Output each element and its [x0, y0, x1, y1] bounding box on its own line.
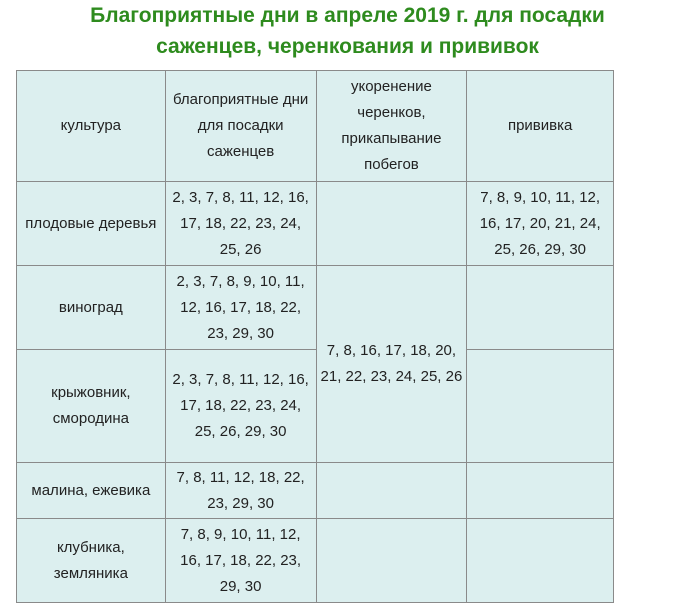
table-row [17, 463, 614, 519]
cell-culture: клубника, земляника [17, 519, 166, 603]
table-row [17, 519, 614, 603]
cell-culture: виноград [17, 266, 166, 350]
table-row [17, 266, 614, 350]
page-title-line-2: саженцев, черенкования и прививок [156, 35, 539, 58]
table-row [17, 350, 614, 463]
favorable-days-table [16, 70, 614, 603]
header-rooting: укоренение черенков, прикапывание побегов [316, 71, 467, 182]
table-header-row [17, 71, 614, 182]
header-culture: культура [17, 71, 166, 182]
cell-rooting-merged: 7, 8, 16, 17, 18, 20, 21, 22, 23, 24, 25, 26 [316, 266, 467, 463]
cell-rooting [316, 463, 467, 519]
cell-grafting: 7, 8, 9, 10, 11, 12, 16, 17, 20, 21, 24, 25, 26, 29, 30 [467, 182, 614, 266]
cell-grafting [467, 266, 614, 350]
cell-planting: 2, 3, 7, 8, 11, 12, 16, 17, 18, 22, 23, 24, 25, 26, 29, 30 [165, 350, 316, 463]
cell-grafting [467, 463, 614, 519]
page-title-line-1: Благоприятные дни в апреле 2019 г. для посадки [90, 4, 605, 27]
cell-grafting [467, 519, 614, 603]
cell-rooting [316, 519, 467, 603]
header-grafting: прививка [467, 71, 614, 182]
cell-culture: малина, ежевика [17, 463, 166, 519]
cell-planting: 2, 3, 7, 8, 9, 10, 11, 12, 16, 17, 18, 22, 23, 29, 30 [165, 266, 316, 350]
cell-planting: 2, 3, 7, 8, 11, 12, 16, 17, 18, 22, 23, 24, 25, 26 [165, 182, 316, 266]
cell-grafting [467, 350, 614, 463]
cell-culture: плодовые деревья [17, 182, 166, 266]
cell-rooting [316, 182, 467, 266]
table-row [17, 182, 614, 266]
cell-planting: 7, 8, 9, 10, 11, 12, 16, 17, 18, 22, 23, 29, 30 [165, 519, 316, 603]
page-title [0, 0, 695, 62]
cell-planting: 7, 8, 11, 12, 18, 22, 23, 29, 30 [165, 463, 316, 519]
header-planting: благоприятные дни для посадки саженцев [165, 71, 316, 182]
cell-culture: крыжовник, смородина [17, 350, 166, 463]
